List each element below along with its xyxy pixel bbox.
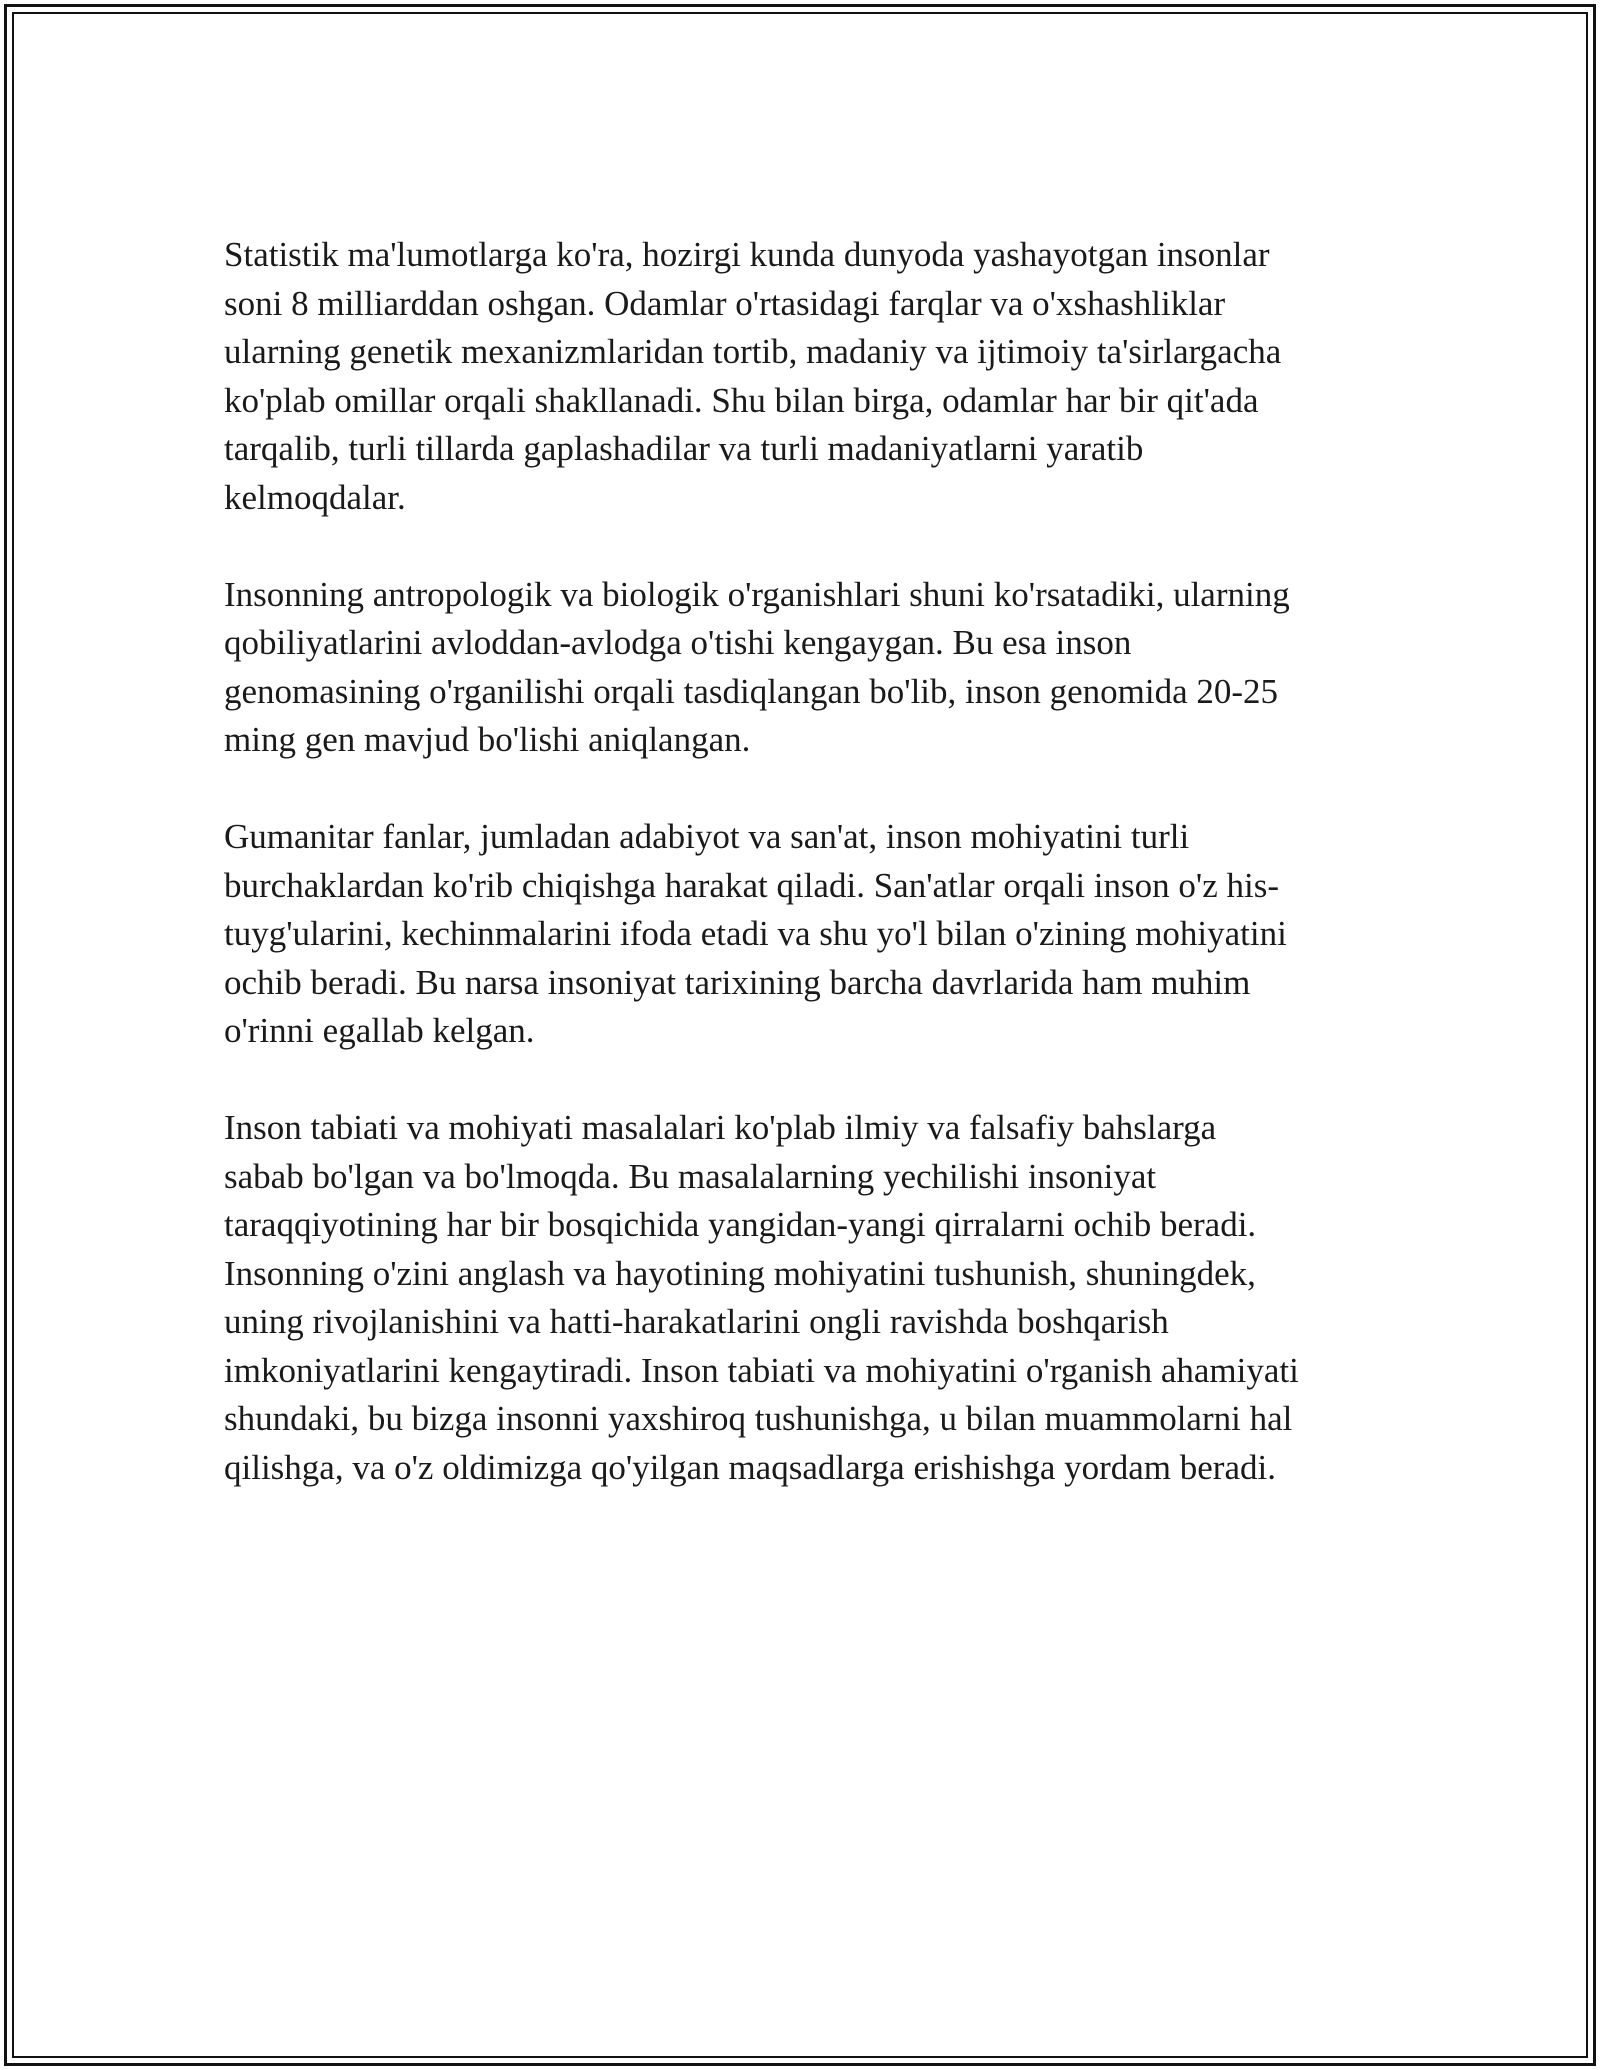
paragraph-3-line: burchaklardan ko'rib chiqishga harakat qiladi. San'atlar orqali inson o'z his- [224,865,1279,905]
document-body [224,231,1384,1492]
paragraph-4-line: Inson tabiati va mohiyati masalalari ko'plab ilmiy va falsafiy bahslarga [224,1108,1217,1147]
paragraph-1-line: tarqalib, turli tillarda gaplashadilar va turli madaniyatlarni yaratib [224,429,1144,468]
paragraph-4-line: uning rivojlanishini va hatti-harakatlarini ongli ravishda boshqarish [224,1302,1169,1341]
paragraph-1 [224,231,1384,522]
paragraph-4-line: qilishga, va o'z oldimizga qo'yilgan maqsadlarga erishishga yordam beradi. [224,1447,1276,1487]
paragraph-4-line: shundaki, bu bizga insonni yaxshiroq tushunishga, u bilan muammolarni hal [224,1399,1293,1438]
paragraph-2-line: Insonning antropologik va biologik o'rganishlari shuni ko'rsatadiki, ularning [224,574,1290,614]
paragraph-3 [224,813,1384,1056]
paragraph-1-line: Statistik ma'lumotlarga ko'ra, hozirgi kunda dunyoda yashayotgan insonlar [224,235,1270,274]
paragraph-4-line: imkoniyatlarini kengaytiradi. Inson tabiati va mohiyatini o'rganish ahamiyati [224,1350,1299,1390]
paragraph-3-line: o'rinni egallab kelgan. [224,1011,535,1050]
paragraph-1-line: ularning genetik mexanizmlaridan tortib, madaniy va ijtimoiy ta'sirlargacha [224,332,1282,371]
paragraph-4-line: taraqqiyotining har bir bosqichida yangidan-yangi qirralarni ochib beradi. [224,1205,1257,1244]
paragraph-1-line: soni 8 milliarddan oshgan. Odamlar o'rtasidagi farqlar va o'xshashliklar [224,283,1226,323]
paragraph-3-line: ochib beradi. Bu narsa insoniyat tarixining barcha davrlarida ham muhim [224,962,1251,1002]
paragraph-3-line: tuyg'ularini, kechinmalarini ifoda etadi va shu yo'l bilan o'zining mohiyatini [224,914,1287,953]
paragraph-4-line: Insonning o'zini anglash va hayotining mohiyatini tushunish, shuningdek, [224,1253,1256,1293]
paragraph-1-line: ko'plab omillar orqali shakllanadi. Shu bilan birga, odamlar har bir qit'ada [224,380,1259,420]
paragraph-4-line: sabab bo'lgan va bo'lmoqda. Bu masalalarning yechilishi insoniyat [224,1156,1157,1196]
paragraph-4 [224,1104,1384,1492]
paragraph-2-line: genomasining o'rganilishi orqali tasdiqlangan bo'lib, inson genomida 20-25 [224,671,1279,711]
paragraph-2-line: qobiliyatlarini avloddan-avlodga o'tishi kengaygan. Bu esa inson [224,623,1132,662]
paragraph-2-line: ming gen mavjud bo'lishi aniqlangan. [224,720,751,759]
paragraph-1-line: kelmoqdalar. [224,477,406,517]
paragraph-3-line: Gumanitar fanlar, jumladan adabiyot va san'at, inson mohiyatini turli [224,817,1190,856]
paragraph-2 [224,571,1384,765]
